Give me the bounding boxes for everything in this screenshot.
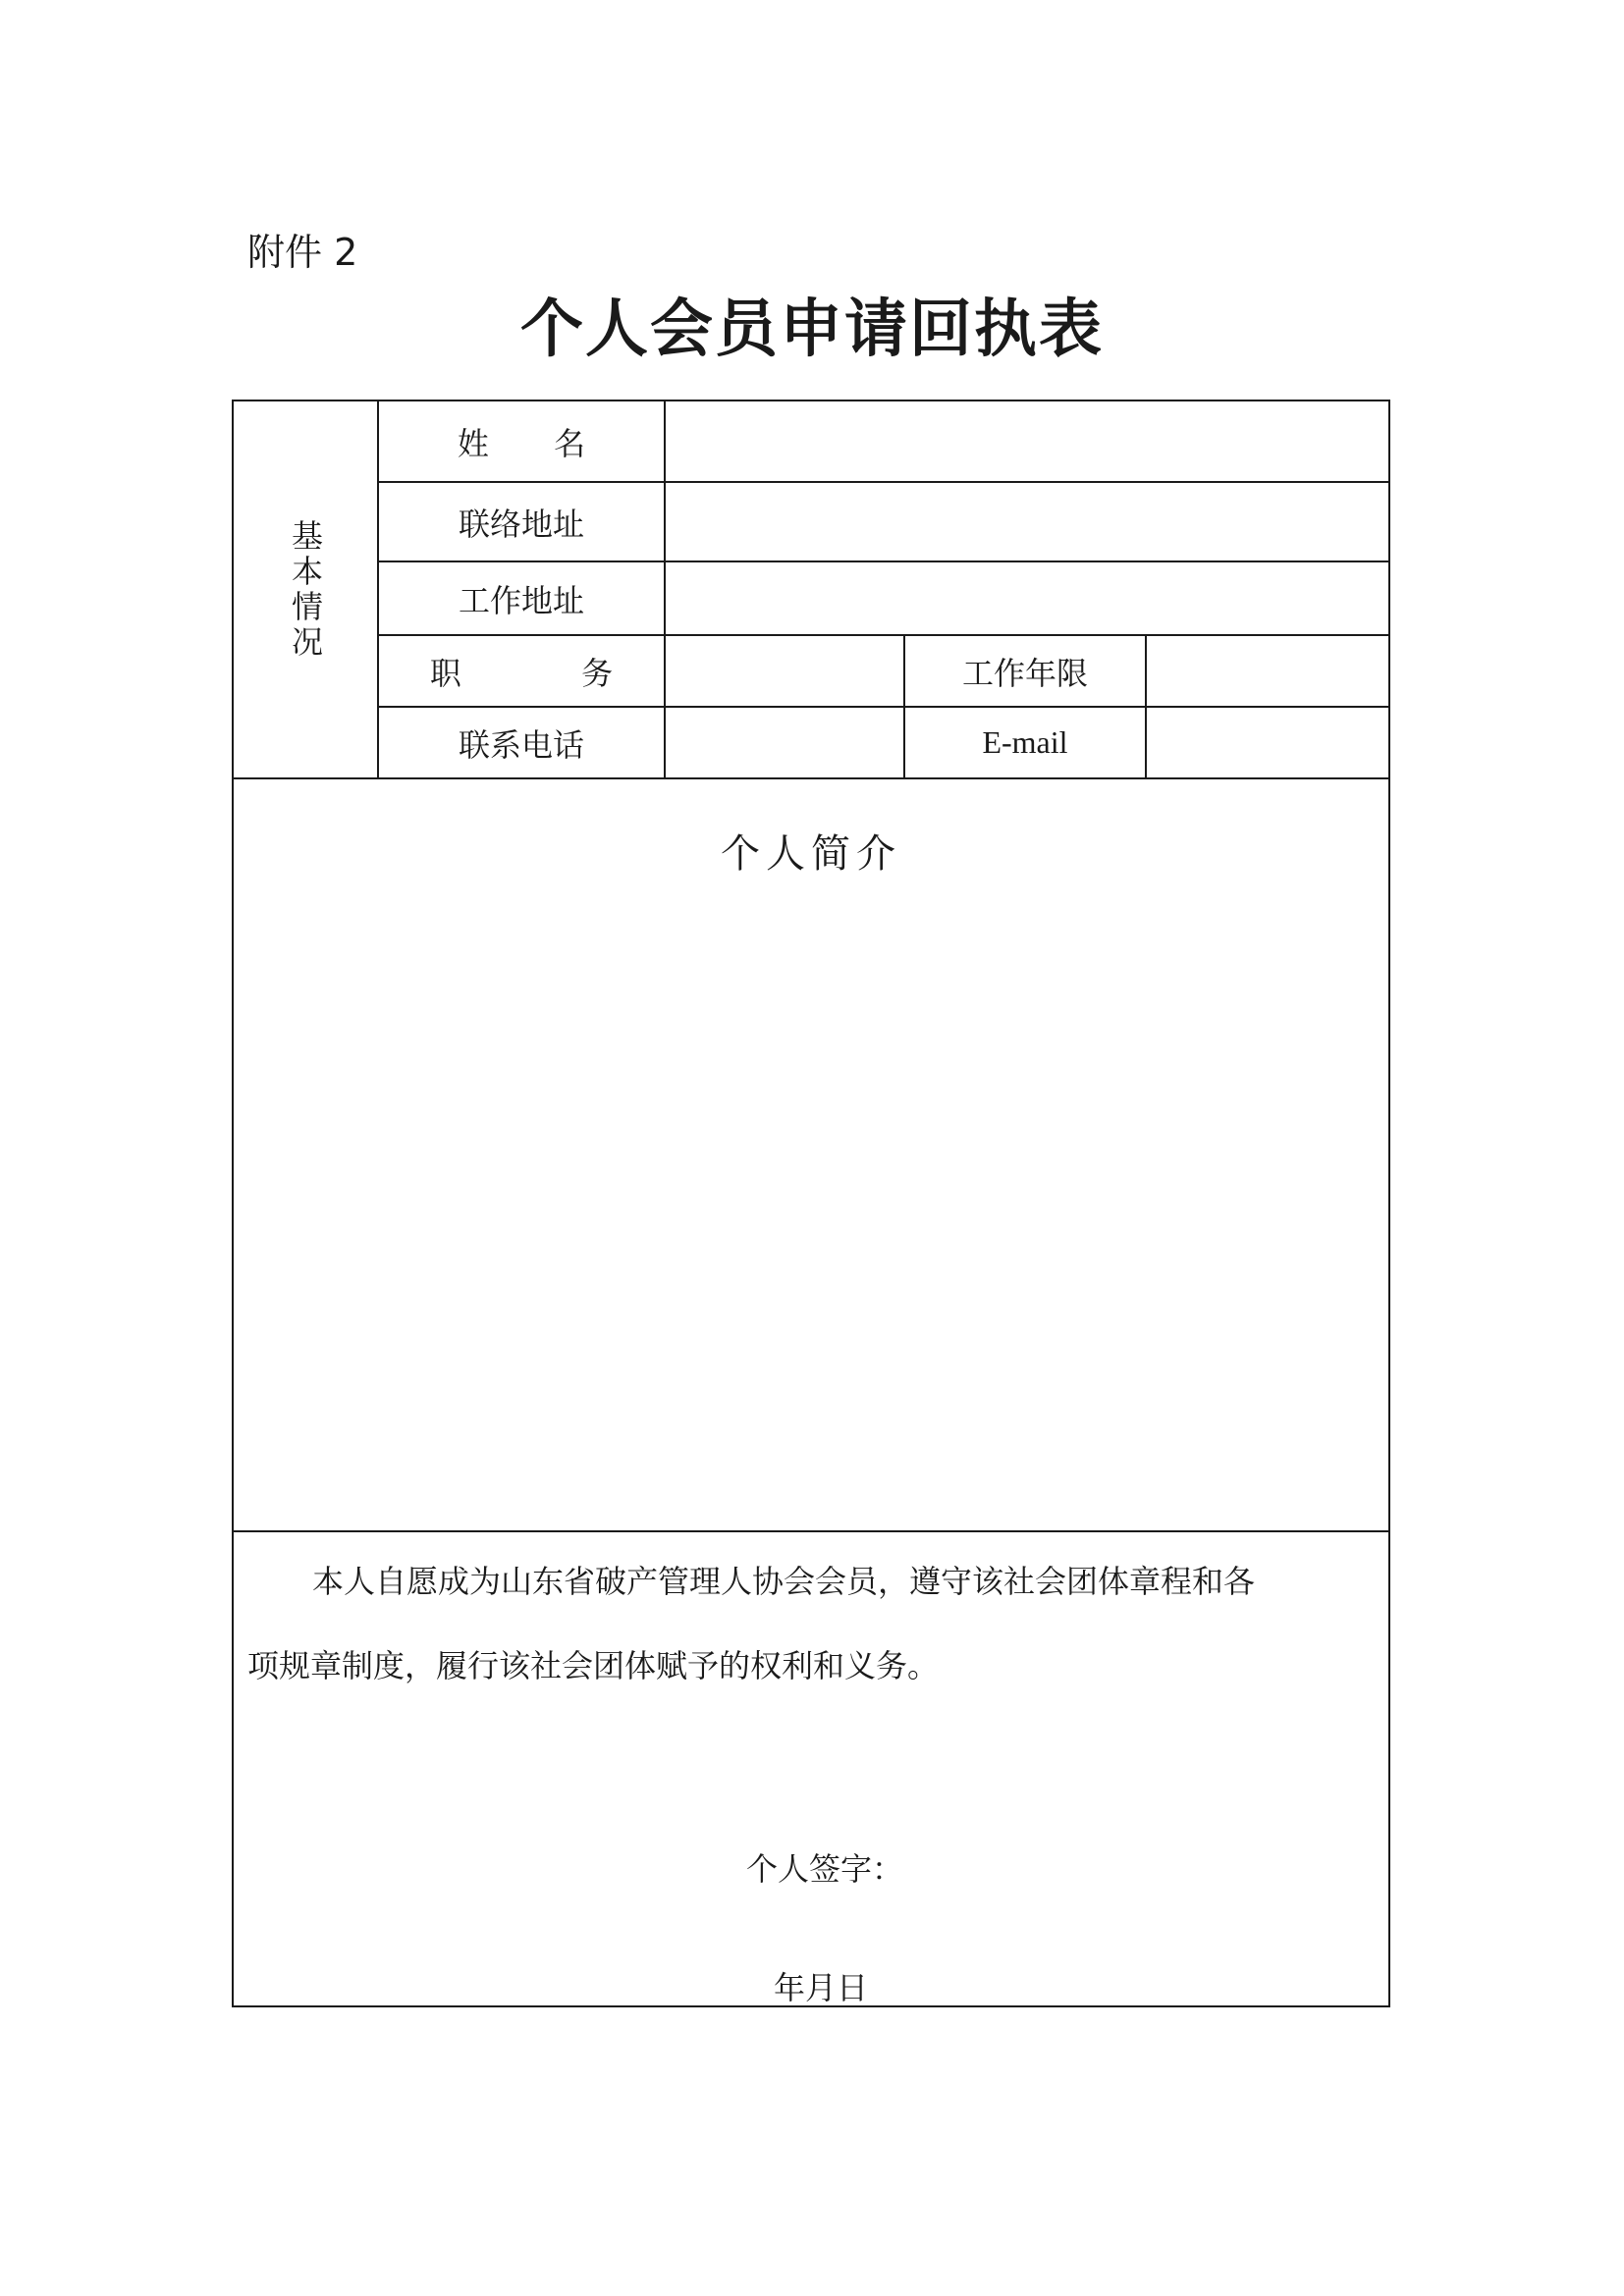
phone-field[interactable] [666, 708, 903, 777]
name-label: 姓 名 [457, 424, 614, 462]
signature-label[interactable]: 个人签字： [745, 1850, 903, 1888]
section-divider [234, 777, 1388, 779]
work-address-field[interactable] [666, 562, 1388, 634]
name-field[interactable] [666, 401, 1388, 481]
position-label: 职 务 [429, 654, 669, 692]
bio-textarea[interactable] [234, 892, 1388, 1530]
email-field[interactable] [1147, 708, 1388, 777]
declaration-line-1: 本人自愿成为山东省破产管理人协会会员，遵守该社会团体章程和各 [312, 1563, 1256, 1600]
contact-address-label: 联络地址 [458, 505, 584, 543]
attachment-label: 附件 2 [247, 231, 358, 274]
work-address-label: 工作地址 [458, 581, 584, 619]
years-field[interactable] [1147, 636, 1388, 706]
section-divider [234, 1530, 1388, 1532]
phone-label: 联系电话 [458, 725, 584, 764]
position-field[interactable] [666, 636, 903, 706]
application-form [232, 400, 1390, 2007]
declaration-line-2: 项规章制度，履行该社会团体赋予的权利和义务。 [247, 1647, 940, 1684]
basic-info-section-label [234, 401, 377, 777]
bio-title: 个人简介 [721, 831, 901, 877]
contact-address-field[interactable] [666, 483, 1388, 561]
page-title: 个人会员申请回执表 [520, 294, 1104, 366]
email-label: E-mail [982, 724, 1068, 760]
basic-info-label-text: 基本情况 [287, 518, 324, 661]
date-label[interactable]: 年月日 [773, 1969, 868, 2006]
years-label: 工作年限 [961, 654, 1088, 692]
